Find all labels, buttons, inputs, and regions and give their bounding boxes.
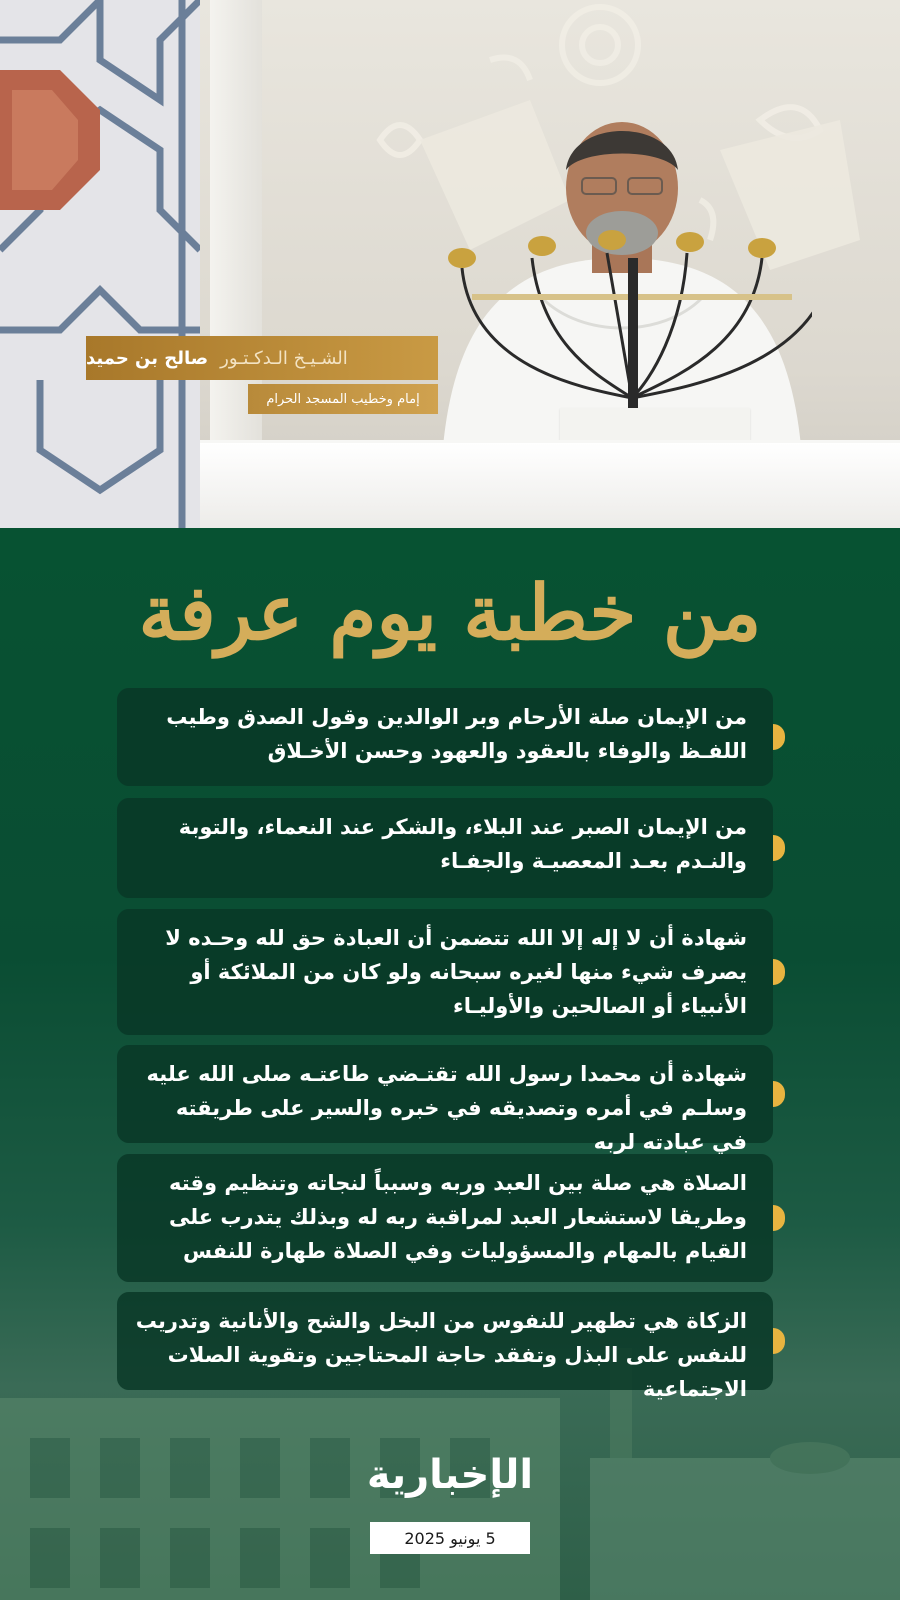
imam-figure — [432, 108, 812, 458]
bullet-icon — [773, 1205, 785, 1231]
speaker-name: صالح بن حميد — [86, 347, 209, 369]
brand-logo: الإخبارية — [366, 1452, 534, 1498]
speaker-prefix: الشـيـخ الـدكـتـور — [220, 347, 348, 369]
point-card-2 — [117, 798, 773, 898]
point-text: من الإيمان الصبر عند البلاء، والشكر عند النعماء، والتوبة والنـدم بعـد المعصيـة والجفـاء — [178, 815, 747, 873]
bullet-icon — [773, 724, 785, 750]
speaker-name-tag — [86, 336, 438, 380]
point-card-4 — [117, 1045, 773, 1154]
podium — [200, 440, 900, 528]
point-card-3 — [117, 909, 773, 1035]
point-text: من الإيمان صلة الأرحام وبر الوالدين وقول الصدق وطيب اللفـظ والوفاء بالعقود والعهود وحسن الأخـلاق — [166, 705, 747, 763]
content-panel — [0, 528, 900, 1600]
speaker-role: إمام وخطيب المسجد الحرام — [248, 384, 438, 414]
bullet-icon — [773, 1081, 785, 1107]
podium-top — [560, 408, 750, 442]
point-card-6 — [117, 1292, 773, 1401]
bullet-icon — [773, 835, 785, 861]
bullet-icon — [773, 959, 785, 985]
point-card-1 — [117, 688, 773, 786]
point-text: الزكاة هي تطهير للنفوس من البخل والشح والأنانية وتدريب للنفس على البذل وتفقد حاجة المحتاجين وتقوية الصلات الاجتماعية — [135, 1309, 747, 1401]
date-badge: 5 يونيو 2025 — [370, 1522, 530, 1554]
page-title: من خطبة يوم عرفة — [138, 568, 762, 657]
point-text: شهادة أن محمدا رسول الله تقتـضي طاعتـه صلى الله عليه وسلـم في أمره وتصديقه في خبره والسير على طريقته في عبادته لربه — [146, 1062, 747, 1154]
point-text: الصلاة هي صلة بين العبد وربه وسبباً لنجاته وتنظيم وقته وطريقا لاستشعار العبد لمراقبة ربه له وبذلك يتدرب على القيام بالمهام والمسؤوليات وفي الصلاة طهارة للنفس — [168, 1171, 747, 1263]
header-photo — [0, 0, 900, 528]
point-card-5 — [117, 1154, 773, 1282]
geometric-wall-decoration — [0, 0, 200, 528]
point-text: شهادة أن لا إله إلا الله تتضمن أن العبادة حق لله وحـده لا يصرف شيء منها لغيره سبحانه ولو كان من الملائكة أو الأنبياء أو الصالحين والأوليـاء — [165, 926, 747, 1018]
